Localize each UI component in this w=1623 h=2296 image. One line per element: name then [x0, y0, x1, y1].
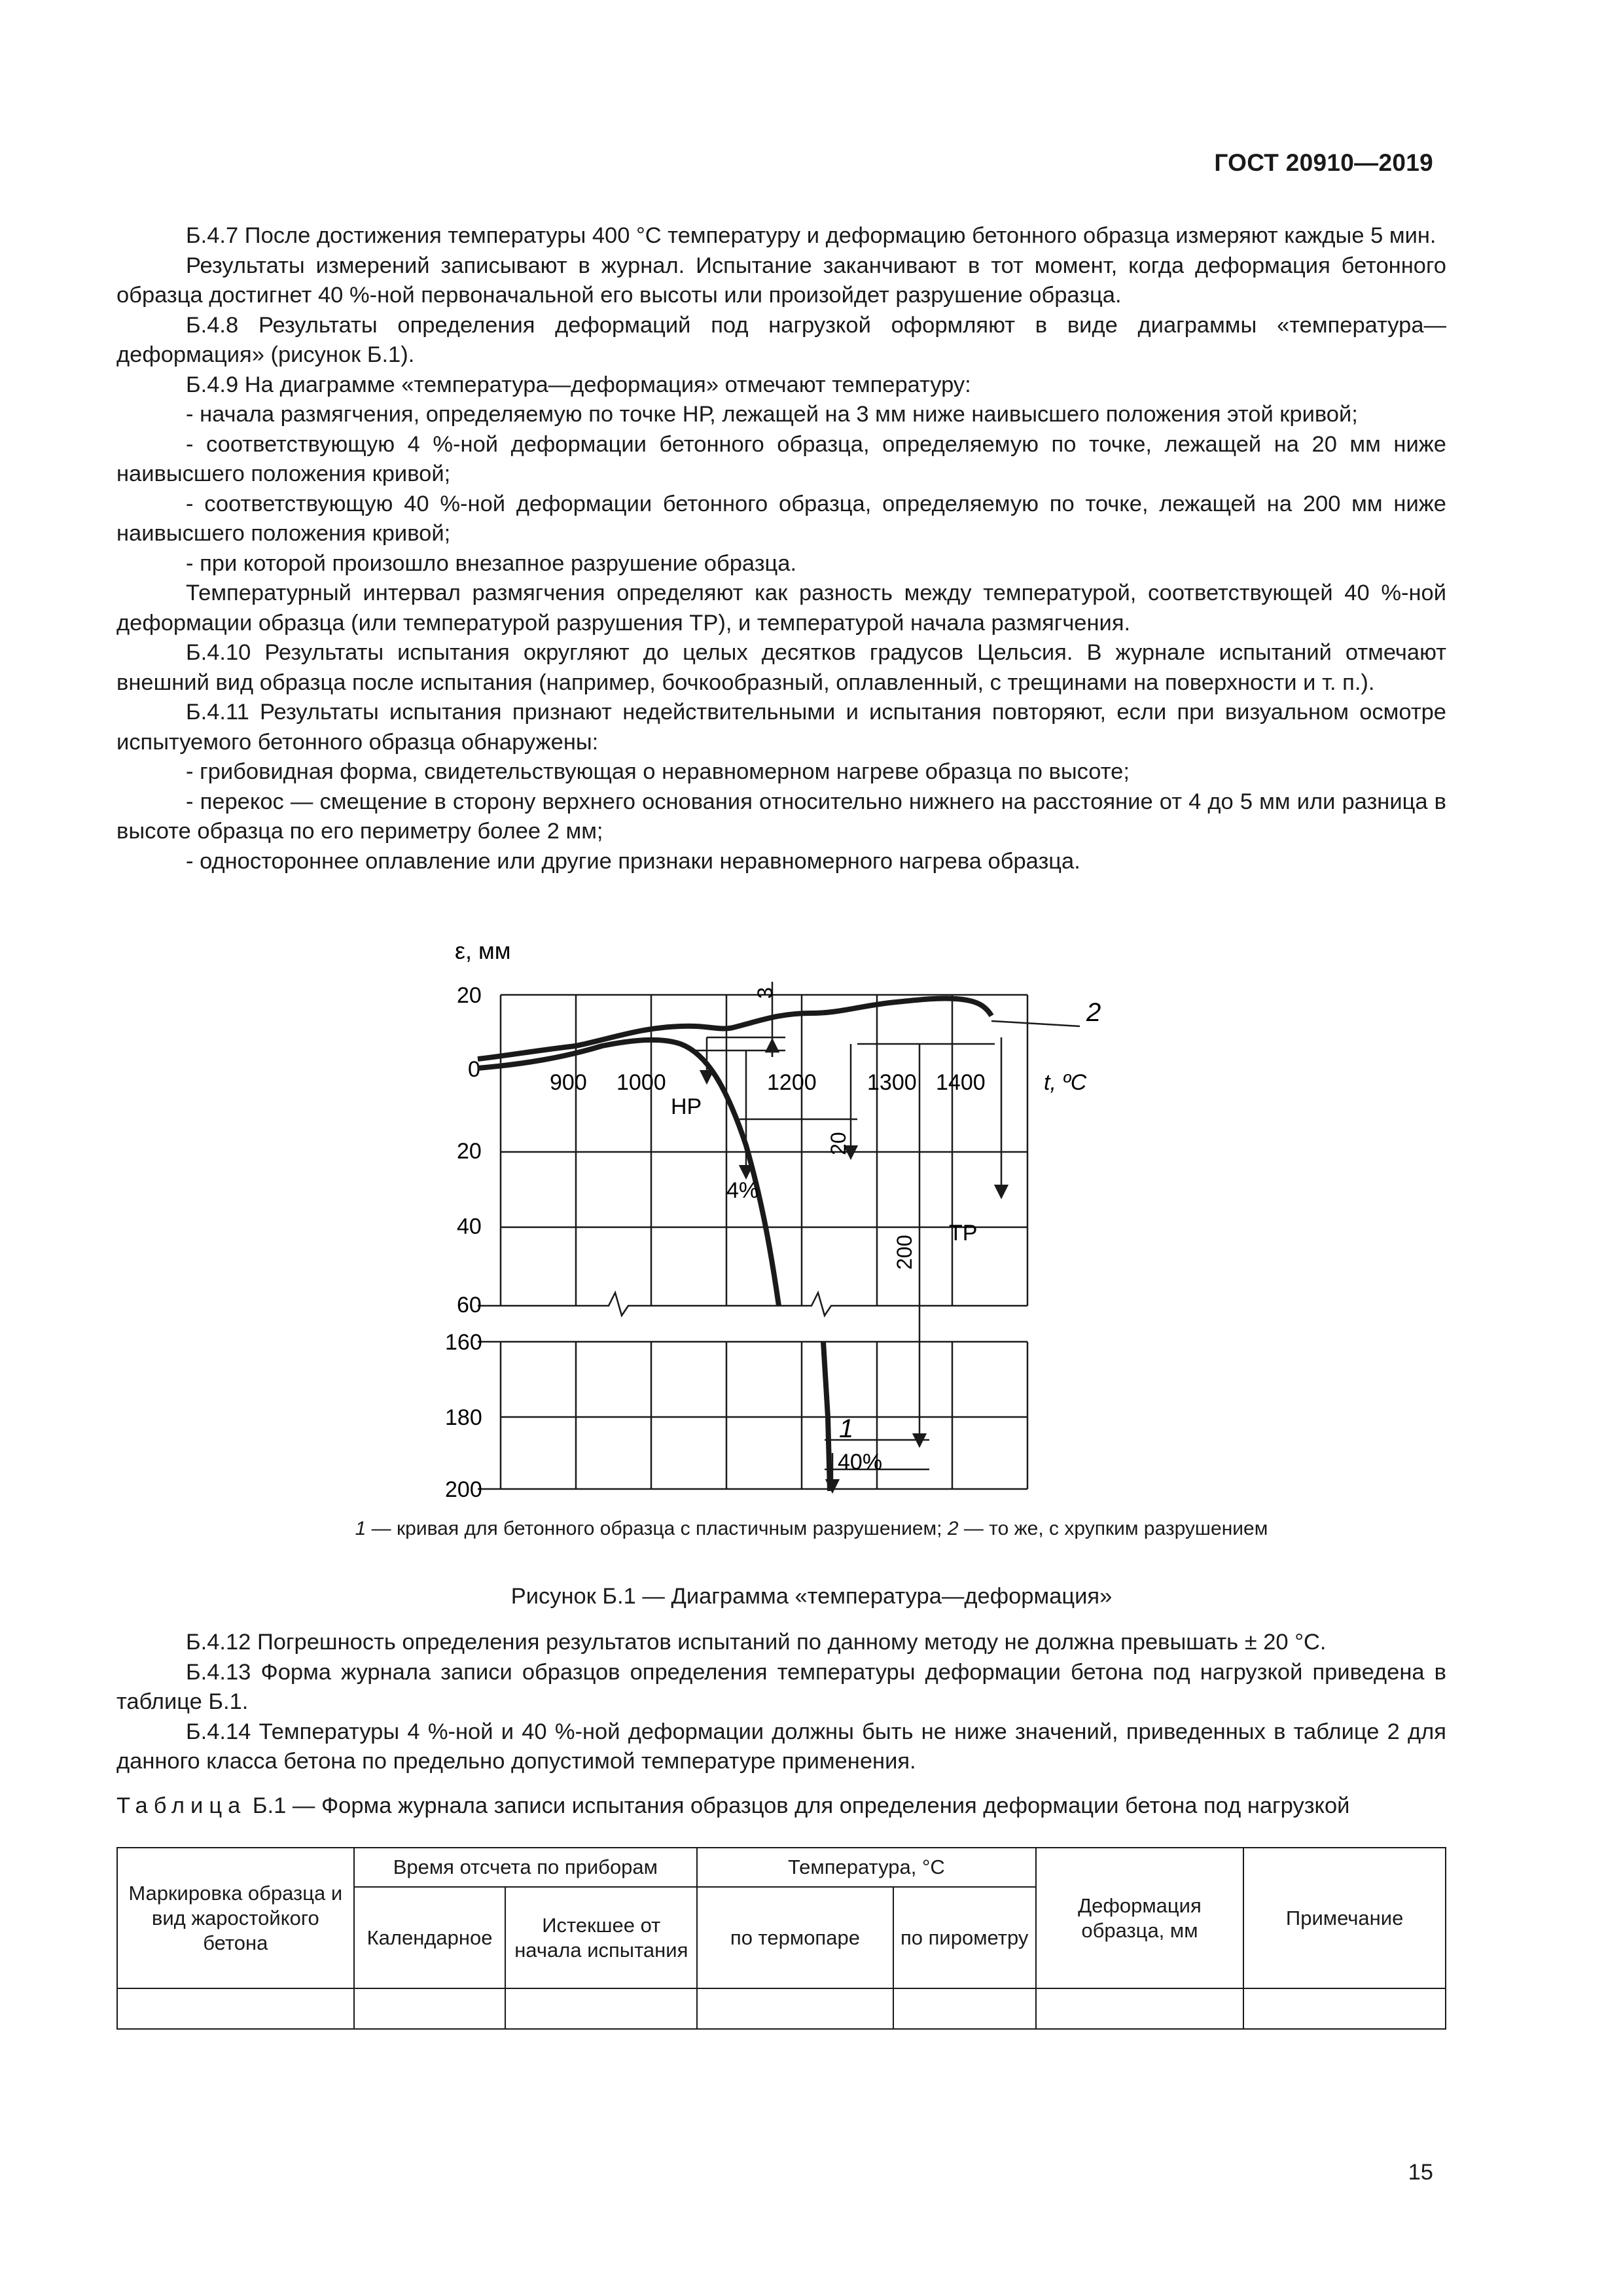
legend-text: — то же, с хрупким разрушением [958, 1518, 1268, 1539]
figure-caption: Рисунок Б.1 — Диаграмма «температура—деформация» [510, 1584, 1113, 1609]
body-text [116, 221, 1446, 876]
journal-table [116, 1847, 1446, 2030]
list-item: - при которой произошло внезапное разрушение образца. [186, 550, 797, 576]
page-number: 15 [1408, 2160, 1433, 2185]
y-tick-label: 20 [457, 1139, 482, 1164]
table-cell [354, 1988, 506, 2029]
table-cell [1243, 1988, 1446, 2029]
np-label: НР [671, 1094, 702, 1119]
pct4-label: 4% [726, 1178, 759, 1203]
grid [478, 995, 1027, 1489]
y-axis-label: ε, мм [455, 937, 511, 964]
header-time-group: Время отсчета по приборам [354, 1848, 698, 1887]
x-tick-label: 900 [550, 1070, 587, 1095]
table-cell [1036, 1988, 1244, 2029]
deformation-diagram [432, 929, 1126, 1499]
dim20-label: 20 [827, 1132, 850, 1155]
header-calendar: Календарное [354, 1887, 506, 1988]
list-item: - соответствующую 40 %-ной деформации бетонного образца, определяемую по точке, лежащей на 200 мм ниже наивысшего положения кривой; [116, 491, 1446, 546]
figure-legend [0, 1518, 1623, 1540]
list-item: - грибовидная форма, свидетельствующая о неравномерном нагреве образца по высоте; [186, 759, 1130, 784]
dim200-label: 200 [893, 1234, 916, 1270]
curve-1-label: 1 [839, 1414, 854, 1443]
paragraph: Результаты измерений записывают в журнал. Испытание заканчивают в тот момент, когда деформация бетонного образца достигнет 40 %-ной первоначальной его высоты или произойдет разрушение образца. [116, 253, 1446, 308]
x-tick-label: 1200 [767, 1070, 817, 1095]
document-header: ГОСТ 20910—2019 [1214, 149, 1433, 176]
x-axis-label: t, ºC [1044, 1070, 1087, 1095]
legend-number: 2 [947, 1518, 959, 1539]
pct40-label: 40% [838, 1450, 883, 1475]
table-title [116, 1793, 1349, 1819]
table-row [117, 1988, 1446, 2029]
legend-text: — кривая для бетонного образца с пластичным разрушением; [366, 1518, 948, 1539]
header-marking: Маркировка образца и вид жаростойкого бетона [117, 1848, 354, 1988]
table-title-spaced: Таблица [116, 1793, 247, 1818]
x-tick-label: 1300 [867, 1070, 917, 1095]
header-deformation: Деформация образца, мм [1036, 1848, 1244, 1988]
arrows [707, 1037, 1001, 1492]
list-item: - начала размягчения, определяемую по точке НР, лежащей на 3 мм ниже наивысшего положения этой кривой; [186, 402, 1358, 427]
header-temp-group: Температура, °С [697, 1848, 1035, 1887]
paragraph: Б.4.11 Результаты испытания признают недействительными и испытания повторяют, если при визуальном осмотре испытуемого бетонного образца обнаружены: [116, 700, 1446, 755]
header-note: Примечание [1243, 1848, 1446, 1988]
paragraph: Б.4.9 На диаграмме «температура—деформация» отмечают температуру: [186, 372, 971, 397]
legend-number: 1 [355, 1518, 366, 1539]
table-cell [505, 1988, 697, 2029]
tp-label: ТР [949, 1221, 978, 1246]
x-tick-label: 1400 [936, 1070, 986, 1095]
table-cell [697, 1988, 893, 2029]
paragraph: Б.4.14 Температуры 4 %-ной и 40 %-ной деформации должны быть не ниже значений, приведенных в таблице 2 для данного класса бетона по предельно допустимой температуре применения. [116, 1719, 1446, 1774]
y-tick-label: 200 [445, 1477, 482, 1499]
x-tick-label: 1000 [616, 1070, 666, 1095]
y-tick-label: 20 [457, 983, 482, 1008]
paragraph: Б.4.10 Результаты испытания округляют до целых десятков градусов Цельсия. В журнале испытаний отмечают внешний вид образца после испытания (например, бочкообразный, оплавленный, с трещинами на поверхности и т. п.). [116, 640, 1446, 695]
table-title-rest: Б.1 — Форма журнала записи испытания образцов для определения деформации бетона под нагрузкой [246, 1793, 1350, 1818]
header-pyrometer: по пирометру [893, 1887, 1036, 1988]
list-item: - соответствующую 4 %-ной деформации бетонного образца, определяемую по точке, лежащей на 20 мм ниже наивысшего положения кривой; [116, 431, 1446, 486]
figure-b1 [432, 929, 1126, 1499]
y-tick-label: 40 [457, 1214, 482, 1239]
paragraph: Температурный интервал размягчения определяют как разность между температурой, соответствующей 40 %-ной деформации образца (или температурой разрушения ТР), и температурой начала размягчения. [116, 581, 1446, 636]
y-tick-label: 160 [445, 1330, 482, 1355]
header-thermocouple: по термопаре [697, 1887, 893, 1988]
header-elapsed: Истекшее от начала испытания [505, 1887, 697, 1988]
body-text-continued [116, 1628, 1446, 1777]
table-cell [893, 1988, 1036, 2029]
y-tick-label: 0 [468, 1057, 480, 1082]
y-tick-label: 60 [457, 1293, 482, 1318]
paragraph: Б.4.13 Форма журнала записи образцов определения температуры деформации бетона под нагрузкой приведена в таблице Б.1. [116, 1659, 1446, 1714]
paragraph: Б.4.12 Погрешность определения результатов испытаний по данному методу не должна превышать ± 20 °С. [186, 1630, 1327, 1655]
curve-2-label: 2 [1086, 998, 1101, 1027]
list-item: - одностороннее оплавление или другие признаки неравномерного нагрева образца. [186, 848, 1080, 874]
paragraph: Б.4.7 После достижения температуры 400 °С температуру и деформацию бетонного образца измеряют каждые 5 мин. [186, 223, 1436, 248]
table-cell [117, 1988, 354, 2029]
paragraph: Б.4.8 Результаты определения деформаций под нагрузкой оформляют в виде диаграммы «температура—деформация» (рисунок Б.1). [116, 312, 1446, 367]
y-tick-label: 180 [445, 1405, 482, 1430]
list-item: - перекос — смещение в сторону верхнего основания относительно нижнего на расстояние от 4 до 5 мм или разница в высоте образца по его периметру более 2 мм; [116, 789, 1446, 844]
dim3-label: 3 [753, 987, 777, 999]
